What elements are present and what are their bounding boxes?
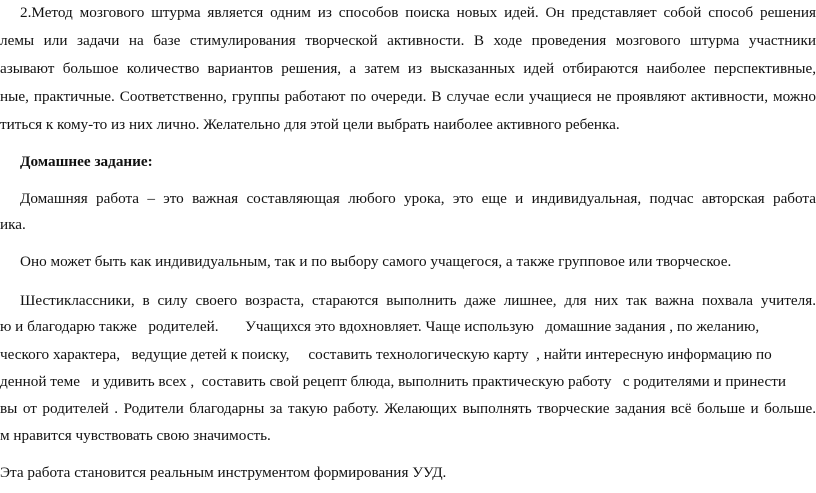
paragraph-3: Оно может быть как индивидуальным, так и по выбору самого учащегося, а также групповое или творческое. bbox=[20, 253, 732, 270]
paragraph-2-line-2: ика. bbox=[0, 216, 26, 233]
paragraph-2-line-1: Домашняя работа – это важная составляющая любого урока, это еще и индивидуальная, подчас авторская работа bbox=[20, 190, 816, 207]
paragraph-4-line-1: Шестиклассники, в силу своего возраста, стараются выполнить даже лишнее, для них так важна похвала учителя. bbox=[20, 292, 816, 309]
paragraph-4-line-5: вы от родителей . Родители благодарны за такую работу. Желающих выполнять творческие задания всё больше и больше. bbox=[0, 400, 816, 417]
paragraph-4-line-3: ческого характера, ведущие детей к поиску, составить технологическую карту , найти интересную информацию по bbox=[0, 346, 772, 363]
homework-heading: Домашнее задание: bbox=[20, 153, 153, 170]
paragraph-4-line-2: ю и благодарю также родителей. Учащихся это вдохновляет. Чаще использую домашние задания , по желанию, bbox=[0, 318, 760, 335]
paragraph-1-line-2: лемы или задачи на базе стимулирования творческой активности. В ходе проведения мозгового штурма участники bbox=[0, 32, 816, 49]
paragraph-1-line-5: титься к кому-то из них лично. Желательно для этой цели выбрать наиболее активного ребенка. bbox=[0, 116, 620, 133]
paragraph-4-line-4: денной теме и удивить всех , составить свой рецепт блюда, выполнить практическую работу с родителями и принести bbox=[0, 373, 787, 390]
paragraph-5: Эта работа становится реальным инструментом формирования УУД. bbox=[0, 464, 447, 481]
paragraph-1-line-1: 2.Метод мозгового штурма является одним из способов поиска новых идей. Он представляет собой способ решения bbox=[20, 4, 816, 21]
paragraph-1-line-4: ные, практичные. Соответственно, группы работают по очереди. В случае если учащиеся не проявляют активности, можно bbox=[0, 88, 816, 105]
paragraph-4-line-6: м нравится чувствовать свою значимость. bbox=[0, 427, 271, 444]
paragraph-1-line-3: азывают большое количество вариантов решения, а затем из высказанных идей отбираются наиболее перспективные, bbox=[0, 60, 816, 77]
